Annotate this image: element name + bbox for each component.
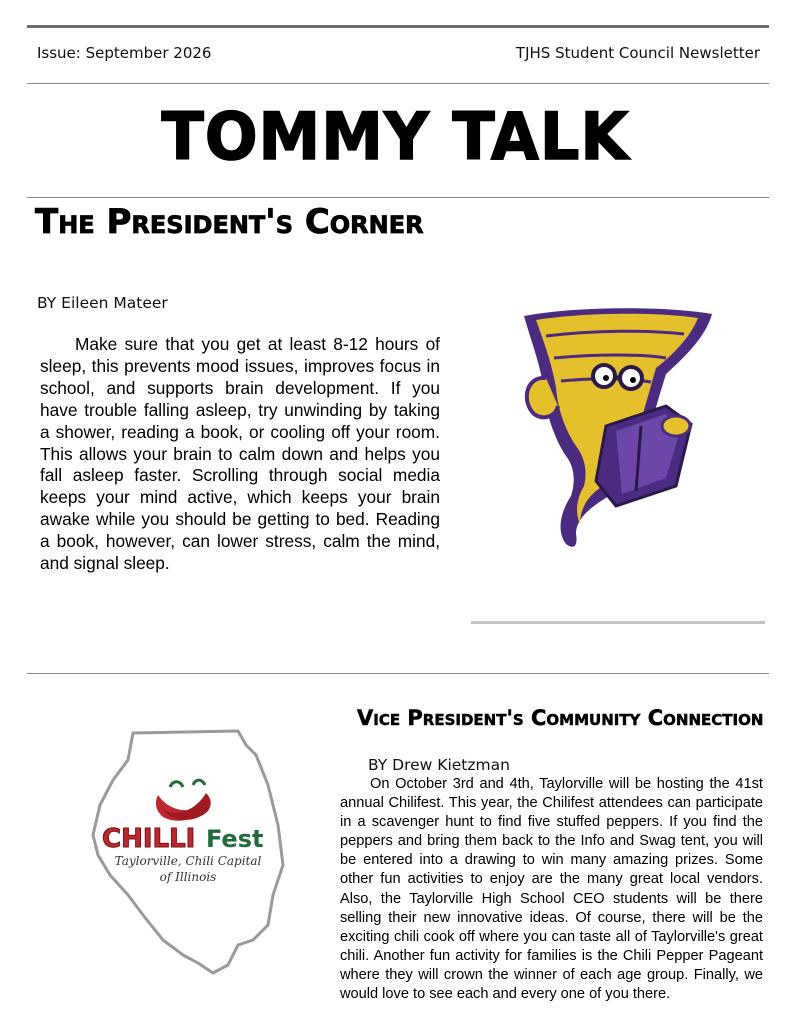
article2-byline: BY Drew Kietzman bbox=[368, 756, 510, 774]
chilifest-logo-illinois-map bbox=[88, 725, 293, 975]
issue-date: Issue: September 2026 bbox=[37, 44, 212, 62]
article1-body: Make sure that you get at least 8-12 hours of sleep, this prevents mood issues, improves focus in school, and supports brain development. If you have trouble falling asleep, try unwinding by taking a shower, reading a book, or cooling off your room. This allows your brain to calm down and helps you fall asleep faster. Scrolling through social media keeps your mind active, which keeps your brain awake while you should be getting to bed. Reading a book, however, can lower stress, calm the mind, and signal sleep. bbox=[40, 334, 440, 574]
chilli-brand-text: CHILLI bbox=[102, 824, 196, 854]
header-divider bbox=[27, 83, 769, 84]
top-rule bbox=[27, 25, 769, 28]
tornado-mascot-image bbox=[516, 306, 716, 550]
newsletter-title: TOMMY TALK bbox=[161, 98, 630, 175]
logo-tagline-line1: Taylorville, Chili Capital bbox=[114, 854, 262, 868]
section-divider bbox=[27, 673, 769, 674]
article2-heading: Vice President's Community Connection bbox=[357, 706, 764, 730]
publication-name: TJHS Student Council Newsletter bbox=[515, 44, 760, 62]
image-caption-rule bbox=[471, 621, 765, 624]
masthead-divider bbox=[27, 197, 769, 198]
article1-heading: The President's Corner bbox=[35, 202, 424, 242]
logo-tagline-line2: of Illinois bbox=[159, 870, 217, 884]
fest-brand-text: Fest bbox=[206, 825, 264, 853]
article2-body: On October 3rd and 4th, Taylorville will be hosting the 41st annual Chilifest. This year, the Chilifest attendees can participate in a scavenger hunt to find five stuffed peppers. If you find the peppers and bring them back to the Info and Swag tent, you will be entered into a drawing to win many amazing prizes. Some other fun activities to enjoy are the many great local vendors. Also, the Taylorville High School CEO students will be there selling their new innovative ideas. Of course, there will be the exciting chili cook off where you can taste all of Taylorville's great chili. Another fun activity for families is the Chili Pepper Pageant where they will crown the winner of each age group. Finally, we would love to see each and every one of you there. bbox=[340, 776, 763, 1003]
article1-byline: BY Eileen Mateer bbox=[37, 294, 168, 312]
